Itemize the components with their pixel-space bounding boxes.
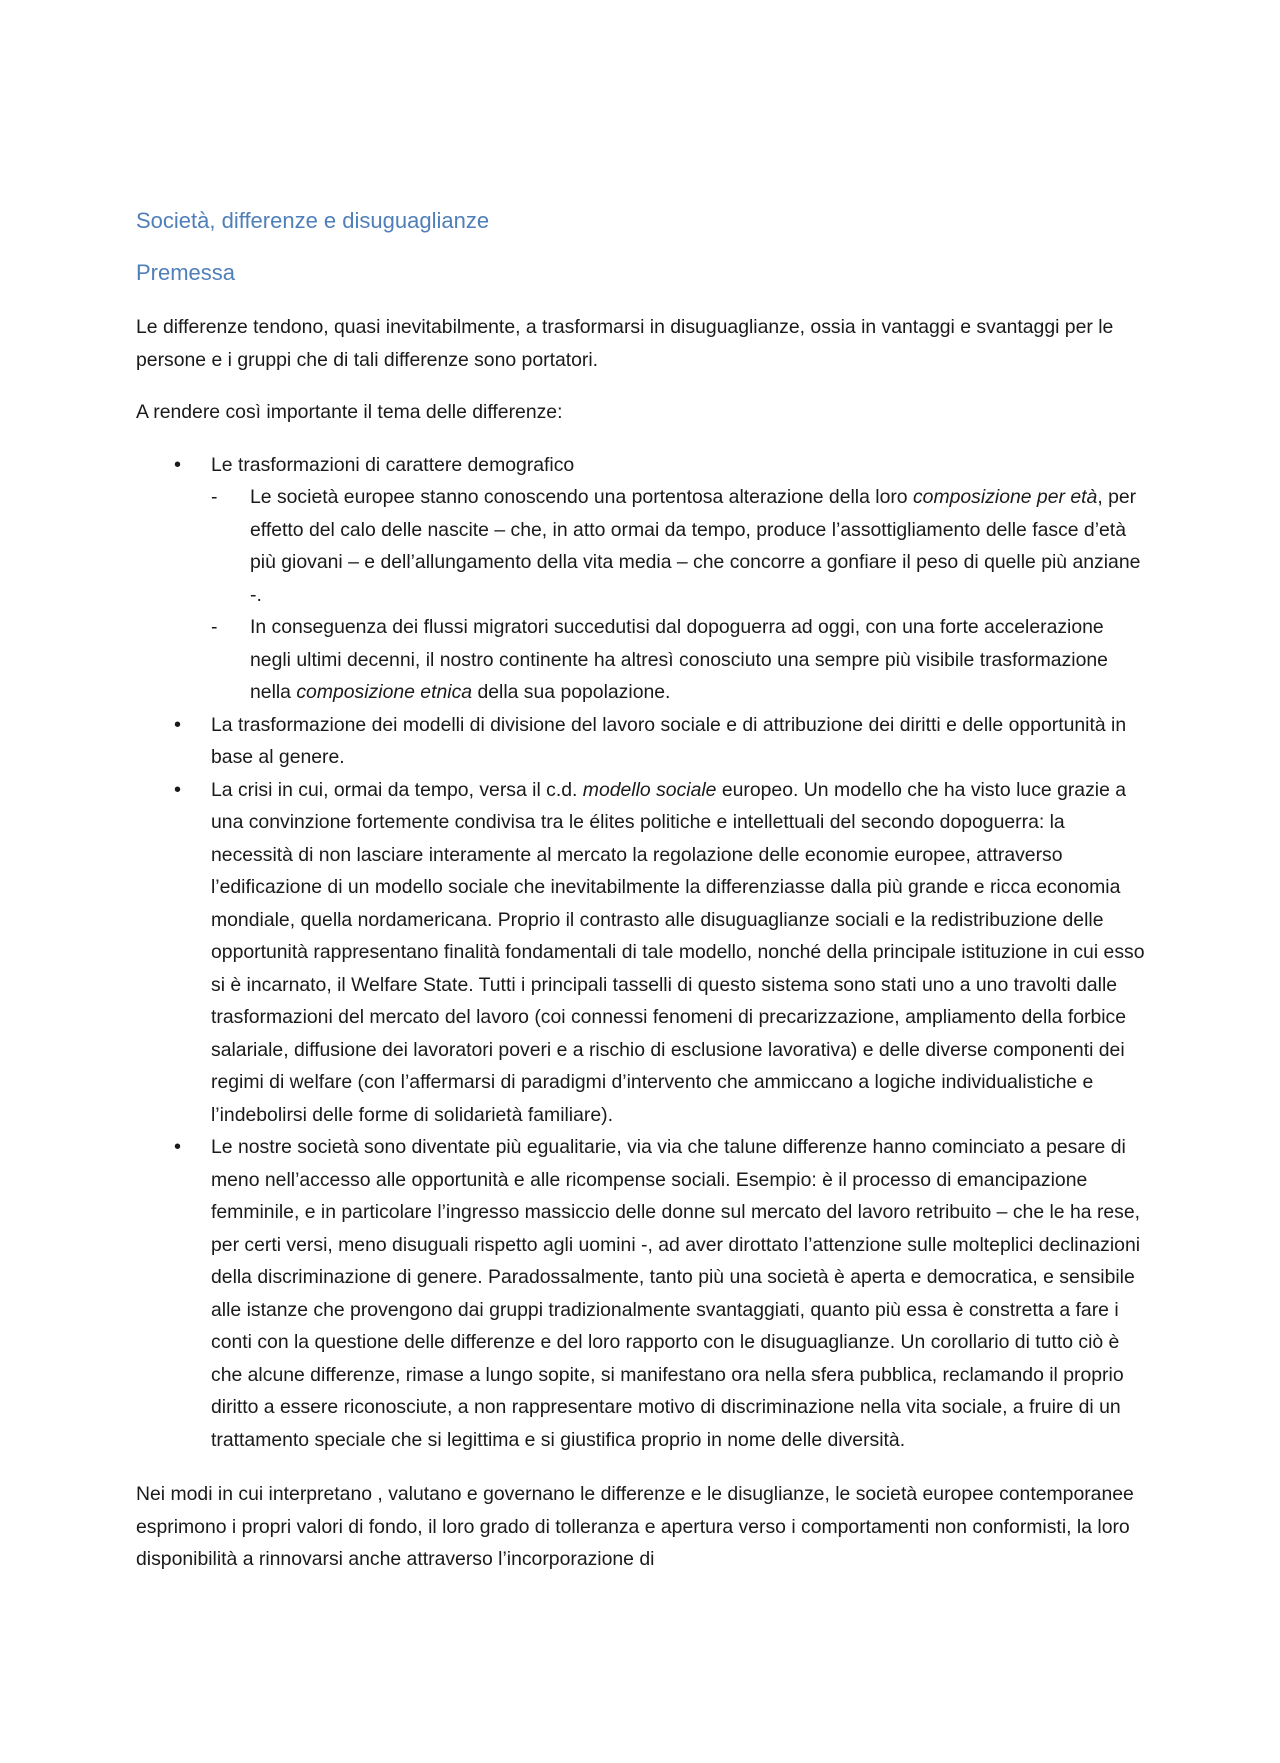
dash-icon: - [211,486,218,508]
bullet-item-demografia [136,449,1146,709]
dash-text: della sua popolazione. [472,681,671,703]
document-title: Società, differenze e disuguaglianze [136,208,490,233]
bullet-icon: • [174,778,182,801]
dash-text: Le società europee stanno conoscendo una portentosa alterazione della loro [250,486,913,508]
bullet-icon: • [174,453,182,476]
bullet-item-egualitarie [136,1131,1146,1456]
bullet-icon: • [174,713,182,736]
document-body [136,205,1146,1596]
emphasis-text: composizione etnica [296,681,473,703]
bullet-item-modello-sociale [136,774,1146,1132]
bullet-text: europeo. Un modello che ha visto luce grazie a una convinzione fortemente condivisa tra le élites politiche e intellettuali del secondo dopoguerra: la necessità di non lasciare interamente al mercato la regolazione delle economie europee, attraverso l’edificazione di un modello sociale che inevitabilmente la differenziasse dalla più grande e ricca economia mondiale, quella nordamericana. Proprio il contrasto alle disuguaglianze sociali e la redistribuzione delle opportunità rappresentano finalità fondamentali di tale modello, nonché della principale istituzione in cui esso si è incarnato, il Welfare State. Tutti i principali tasselli di questo sistema sono stati uno a uno travolti dalle trasformazioni del mercato del lavoro (coi connessi fenomeni di precarizzazione, ampliamento della forbice salariale, diffusione dei lavoratori poveri e a rischio di esclusione lavorativa) e delle diverse componenti dei regimi di welfare (con l’affermarsi di paradigmi d’intervento che ammiccano a logiche individualistiche e l’indebolirsi delle forme di solidarietà familiare). [211,778,1145,1126]
dash-text: In conseguenza dei flussi migratori succedutisi dal dopoguerra ad oggi, con una forte accelerazione negli ultimi decenni, il nostro continente ha altresì conosciuto una sempre più visibile trasformazione nella [250,616,1108,703]
bullet-text: Le trasformazioni di carattere demografico [211,453,575,476]
section-heading: Premessa [136,260,236,285]
intro-paragraph: Le differenze tendono, quasi inevitabilmente, a trasformarsi in disuguaglianze, ossia in vantaggi e svantaggi per le persone e i gruppi che di tali differenze sono portatori. [136,316,1114,371]
emphasis-text: modello sociale [582,778,717,801]
bullet-text: La crisi in cui, ormai da tempo, versa il c.d. [211,778,583,801]
bullet-item-genere [136,709,1146,774]
dash-item-etnica [211,611,1146,709]
dash-text: , per effetto del calo delle nascite – che, in atto ormai da tempo, produce l’assottigliamento delle fasce d’età più giovani – e dell’allungamento della vita media – che concorre a gonfiare il peso di quelle più anziane -. [250,486,1141,606]
dash-item-eta [211,481,1146,611]
emphasis-text: composizione per età [912,486,1098,508]
bullet-icon: • [174,1136,182,1158]
dash-sublist [211,481,1146,709]
bullet-list [136,449,1146,1457]
lead-in-paragraph: A rendere così importante il tema delle differenze: [136,401,563,423]
bullet-text: Le nostre società sono diventate più egualitarie, via via che talune differenze hanno cominciato a pesare di meno nell’accesso alle opportunità e alle ricompense sociali. Esempio: è il processo di emancipazione femminile, e in particolare l’ingresso massiccio delle donne sul mercato del lavoro retribuito – che le ha rese, per certi versi, meno disuguali rispetto agli uomini -, ad aver dirottato l’attenzione sulle molteplici declinazioni della discriminazione di genere. Paradossalmente, tanto più una società è aperta e democratica, e sensibile alle istanze che provengono dai gruppi tradizionalmente svantaggiati, quanto più essa è constretta a fare i conti con la questione delle differenze e del loro rapporto con le disuguaglianze. Un corollario di tutto ciò è che alcune differenze, rimase a lungo sopite, si manifestano ora nella sfera pubblica, reclamando il proprio diritto a essere riconosciute, a non rappresentare motivo di discriminazione nella vita sociale, a fruire di un trattamento speciale che si legittima e si giustifica proprio in nome delle diversità. [211,1136,1141,1451]
closing-paragraph: Nei modi in cui interpretano , valutano e governano le differenze e le disuglianze, le società europee contemporanee esprimono i propri valori di fondo, il loro grado di tolleranza e apertura verso i comportamenti non conformisti, la loro disponibilità a rinnovarsi anche attraverso l’incorporazione di [136,1483,1134,1570]
dash-icon: - [211,616,218,638]
bullet-text: La trasformazione dei modelli di divisione del lavoro sociale e di attribuzione dei diritti e delle opportunità in base al genere. [211,713,1127,768]
